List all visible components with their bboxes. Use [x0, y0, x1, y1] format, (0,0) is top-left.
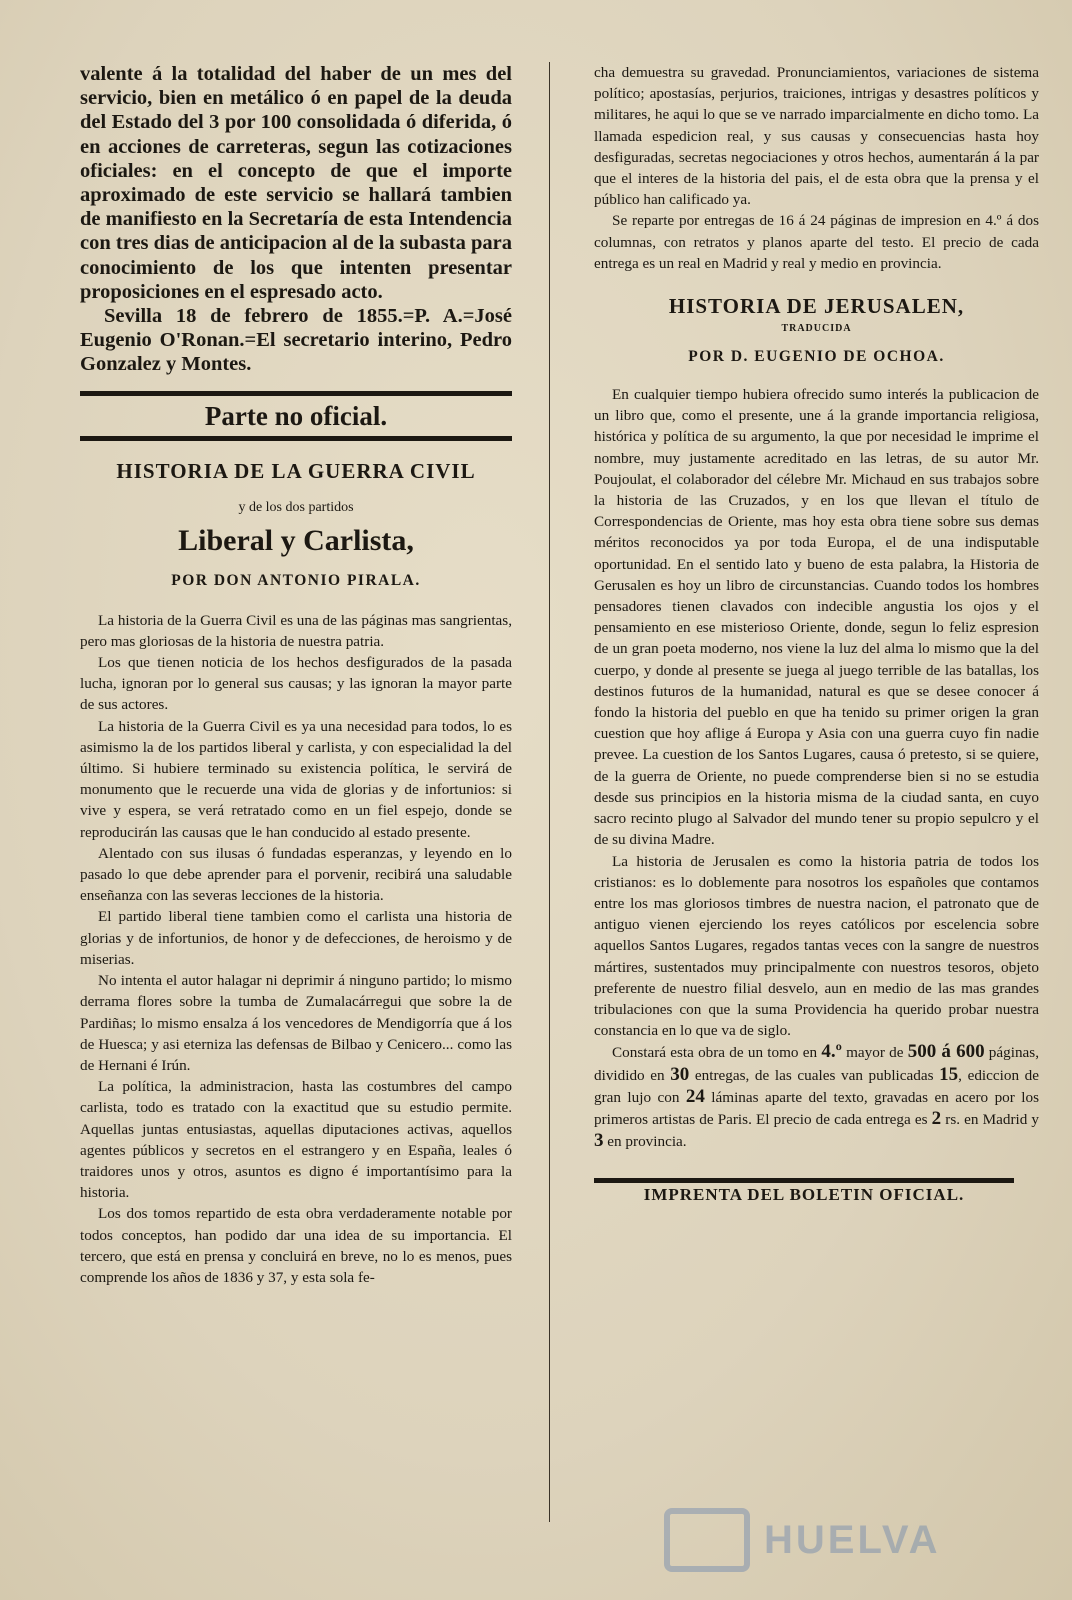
detail-number: 30 — [670, 1063, 690, 1085]
detail-number: 3 — [594, 1130, 604, 1152]
detail-text: entregas, de las cuales van publicadas — [694, 1066, 934, 1084]
detail-number: 2 — [931, 1107, 942, 1129]
article-paragraph: Alentado con sus ilusas ó fundadas esperanzas, y leyendo en lo pasado lo que debe aprender para el porvenir, recibirá una saludable enseñanza con las severas lecciones de la historia. — [80, 844, 512, 905]
archive-watermark — [664, 1508, 941, 1572]
detail-number: 4.º — [821, 1041, 842, 1063]
article-continuation — [594, 62, 1039, 274]
detail-text: mayor de — [846, 1044, 904, 1062]
article-paragraph: Los que tienen noticia de los hechos desfigurados de la pasada lucha, ignoran por lo general sus causas; y las ignoran la mayor parte de sus actores. — [80, 654, 512, 714]
article-paragraph: La política, la administracion, hasta las costumbres del campo carlista, todo es tratado con la exactitud que su estudio permite. Aquellas juntas entusiastas, aquellas diputaciones activas, aquellos agentes públicos y secretos en el estrangero y en España, leales ó traidores unos y otros, asuntos es digno é importantísimo para la historia. — [80, 1078, 512, 1202]
book-title: HISTORIA DE LA GUERRA CIVIL — [116, 458, 476, 483]
detail-text: en provincia. — [607, 1133, 687, 1151]
right-column — [594, 62, 1039, 1205]
book-title-2: HISTORIA DE JERUSALEN, — [668, 294, 965, 319]
article-paragraph: Los dos tomos repartido de esta obra verdaderamente notable por todos conceptos, han podido dar una idea de su importancia. El tercero, que está en prensa y concluirá en breve, no lo es menos, pues comprende los años de 1836 y 37, y esta sola fe- — [80, 1205, 512, 1286]
book-author: POR DON ANTONIO PIRALA. — [171, 571, 421, 589]
article-paragraph: cha demuestra su gravedad. Pronunciamientos, variaciones de sistema político; apostasías, perjurios, traiciones, intrigas y desastres políticos y militares, he aqui lo que se ve narrado imparcialmente en dicho tomo. La llamada espedicion real, y sus causas y consecuencias hasta hoy desfiguradas, secretas negociaciones y otros hechos, aumentarán á la par que el interes de la historia del pais, el de esta obra que la prensa y el público han calificado ya. — [594, 64, 1039, 209]
book-author-2: POR D. EUGENIO DE OCHOA. — [688, 348, 945, 366]
publication-details — [594, 1041, 1039, 1152]
section-rule-top — [80, 391, 512, 396]
watermark-logo-icon — [664, 1508, 750, 1572]
detail-text: , ediccion de gran lujo con — [594, 1066, 1040, 1106]
column-divider — [549, 62, 550, 1522]
official-notice — [80, 62, 512, 377]
detail-text: láminas aparte del texto, gravadas en acero por los primeros artistas de Paris. El precio de cada entrega es — [594, 1088, 1039, 1128]
book-subject: Liberal y Carlista, — [178, 523, 414, 557]
detail-text: Constará esta obra de un tomo en — [612, 1044, 818, 1062]
article-paragraph: El partido liberal tiene tambien como el carlista una historia de glorias y de infortunios, de honor y de defecciones, de heroismo y de miserias. — [80, 908, 512, 968]
section-title: Parte no oficial. — [204, 400, 388, 431]
book-translated-label: TRADUCIDA — [781, 323, 852, 335]
detail-number: 24 — [685, 1085, 705, 1107]
detail-number: 15 — [939, 1063, 959, 1085]
notice-paragraph: valente á la totalidad del haber de un mes del servicio, bien en metálico ó en papel de la deuda del Estado del 3 por 100 consolidada ó diferida, ó en acciones de carreteras, segun las cotizaciones oficiales: en el concepto de que el importe aproximado de este servicio se hallará tambien de manifiesto en la Secretaría de esta Intendencia con tres dias de anticipacion al de la subasta para conocimiento de los que intenten presentar proposiciones en el espresado acto. — [80, 63, 512, 303]
article-paragraph: En cualquier tiempo hubiera ofrecido sumo interés la publicacion de un libro que, como el presente, une á la grande importancia religiosa, histórica y política de su argumento, la que por necesidad le imprime el nombre, muy justamente acreditado en las letras, de su autor Mr. Poujoulat, el colaborador del célebre Mr. Michaud en sus trabajos sobre la historia de las Cruzados, y en los que llevan el título de Correspondencias de Oriente, mas hoy esta obra tiene sobre sus demas méritos reconocidos ya por toda Europa, el de una indisputable oportunidad. En el sentido lato y bueno de esta palabra, la Historia de Gerusalen es hoy un libro de circunstancias. Cuando todos los hombres pensadores tienen clavados con indecible angustia los ojos y el pensamiento en ese misterioso Oriente, donde, segun lo feliz espresion de un gran poeta moderno, nos viene la luz del alma lo mismo que la del cuerpo, y donde al presente se juega al juego terrible de las batallas, los destinos futuros de la humanidad, natural es que se desee conocer á fondo la historia del pueblo en que ha tenido su primer origen la gran cuestion que hoy aflige á Europa y Asia con una guerra cuyo fin nadie prevee. La cuestion de los Santos Lugares, causa ó pretesto, si se quiere, de la guerra de Oriente, no puede comprenderse bien si no se estudia desde sus principios en la historia misma de la ciudad santa, en cuyo sacro recinto plugo al Salvador del mundo tener su propio sepulcro y el de su divina Madre. — [594, 386, 1039, 849]
watermark-text: HUELVA — [764, 1517, 941, 1562]
imprint-rule — [594, 1178, 1014, 1183]
article-body-2 — [594, 384, 1039, 1152]
article-paragraph: La historia de Jerusalen es como la historia patria de todos los cristianos: es lo doblemente para nosotros los españoles que contamos entre los mas gloriosos timbres de nuestra nacion, el patronato que de antiguo vienen ejerciendo los reyes católicos por escelencia sobre aquellos Santos Lugares, regados tantas veces con la sangre de nuestros mártires, sustentados muy principalmente con nuestros tesoros, objeto preferente de nuestro filial desvelo, aun en medio de las mas grandes tribulaciones con que la suma Providencia ha querido probar nuestra constancia en lo que va de siglo. — [594, 852, 1039, 1040]
book-subtitle: y de los dos partidos — [238, 499, 354, 515]
detail-text: rs. en Madrid y — [945, 1110, 1040, 1128]
detail-number: 500 á 600 — [907, 1041, 985, 1063]
imprint-line: IMPRENTA DEL BOLETIN OFICIAL. — [643, 1185, 965, 1205]
article-paragraph: No intenta el autor halagar ni deprimir á ninguno partido; lo mismo derrama flores sobre la tumba de Zumalacárregui que sobre la de Pardiñas; lo mismo ensalza á los vencedores de Mendigorría que á los de Huesca; y asi eterniza las defensas de Bilbao y Cenicero... como las de Hernani é Irún. — [80, 972, 512, 1074]
article-paragraph: La historia de la Guerra Civil es ya una necesidad para todos, lo es asimismo la de los partidos liberal y carlista, y con especialidad la del último. Si hubiere terminado su existencia política, le servirá de monumento que le recuerde una vida de glorias y de infortunios: si vive y espera, se verá retratado como en un fiel espejo, donde se reproducirán las causas que le han conducido al estado presente. — [80, 717, 512, 841]
article-body — [80, 610, 512, 1289]
notice-signature: Sevilla 18 de febrero de 1855.=P. A.=José Eugenio O'Ronan.=El secretario interino, Pedro Gonzalez y Montes. — [80, 305, 512, 376]
detail-text: páginas, dividido en — [594, 1044, 1039, 1084]
article-paragraph: La historia de la Guerra Civil es una de las páginas mas sangrientas, pero mas gloriosas de la historia de nuestra patria. — [80, 611, 512, 650]
article-paragraph: Se reparte por entregas de 16 á 24 páginas de impresion en 4.º á dos columnas, con retratos y planos aparte del testo. El precio de cada entrega es un real en Madrid y real y medio en provincia. — [594, 212, 1039, 272]
left-column — [80, 62, 512, 1288]
